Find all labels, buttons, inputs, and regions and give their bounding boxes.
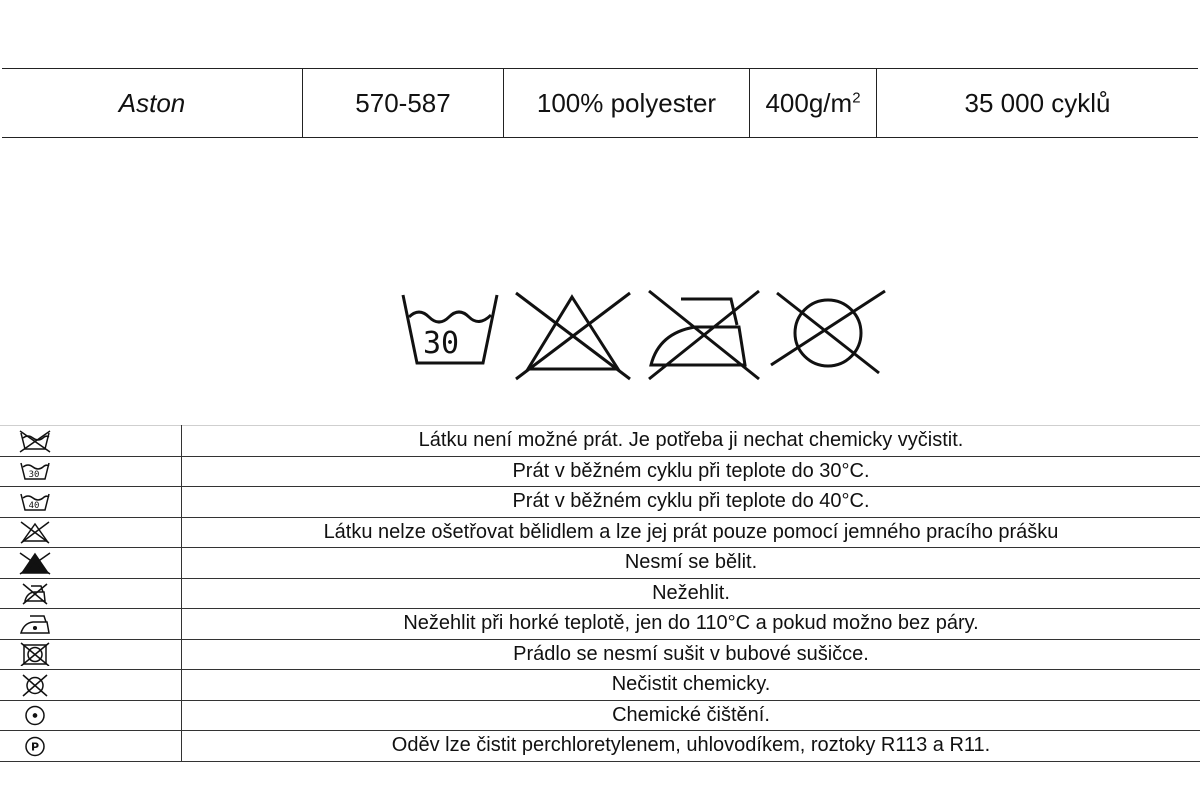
wash-40-icon	[18, 490, 52, 514]
hand-wash-crossed-icon	[18, 429, 52, 453]
no-dry-clean-icon	[767, 285, 889, 385]
no-bleach-filled-icon	[18, 551, 52, 575]
legend-symbol-cell	[0, 578, 182, 609]
care-legend-table	[0, 425, 1200, 762]
product-spec-row	[2, 69, 1198, 138]
legend-row	[0, 731, 1200, 762]
dry-clean-p-icon	[18, 734, 52, 758]
wash-30-icon	[395, 285, 505, 385]
legend-row	[0, 426, 1200, 457]
legend-row	[0, 639, 1200, 670]
legend-row	[0, 609, 1200, 640]
legend-symbol-cell	[0, 731, 182, 762]
wash-temperature-label: 40	[28, 500, 40, 511]
product-code: 570-587	[303, 69, 504, 138]
legend-row	[0, 517, 1200, 548]
legend-symbol-cell	[0, 548, 182, 579]
legend-row	[0, 487, 1200, 518]
legend-row	[0, 670, 1200, 701]
legend-description: Nečistit chemicky.	[182, 670, 1200, 701]
dry-clean-solvent-letter: P	[30, 740, 40, 754]
product-weight	[750, 69, 877, 138]
legend-description: Nežehlit.	[182, 578, 1200, 609]
dry-clean-icon	[18, 703, 52, 727]
legend-description: Látku nelze ošetřovat bělidlem a lze jej prát pouze pomocí jemného pracího prášku	[182, 517, 1200, 548]
no-iron-icon	[645, 285, 763, 385]
product-name: Aston	[2, 69, 303, 138]
product-weight-exponent: 2	[852, 88, 861, 106]
no-iron-small-icon	[18, 581, 52, 605]
legend-description: Prát v běžném cyklu při teplote do 30°C.	[182, 456, 1200, 487]
care-symbols-row	[395, 285, 895, 385]
no-bleach-icon	[510, 285, 635, 385]
legend-description: Nežehlit při horké teplotě, jen do 110°C a pokud možno bez páry.	[182, 609, 1200, 640]
legend-description: Oděv lze čistit perchloretylenem, uhlovodíkem, roztoky R113 a R11.	[182, 731, 1200, 762]
legend-description: Látku není možné prát. Je potřeba ji nechat chemicky vyčistit.	[182, 426, 1200, 457]
wash-water-line	[409, 312, 491, 322]
legend-row	[0, 548, 1200, 579]
iron-body	[651, 327, 745, 365]
legend-description: Nesmí se bělit.	[182, 548, 1200, 579]
legend-description: Chemické čištění.	[182, 700, 1200, 731]
product-material: 100% polyester	[504, 69, 750, 138]
legend-description: Prát v běžném cyklu při teplote do 40°C.	[182, 487, 1200, 518]
legend-symbol-cell	[0, 456, 182, 487]
wash-temperature-label: 30	[422, 326, 460, 361]
legend-symbol-cell	[0, 609, 182, 640]
iron-low-icon	[18, 612, 52, 636]
legend-row	[0, 456, 1200, 487]
legend-symbol-cell	[0, 426, 182, 457]
legend-symbol-cell	[0, 670, 182, 701]
legend-symbol-cell	[0, 517, 182, 548]
legend-symbol-cell	[0, 639, 182, 670]
product-durability: 35 000 cyklů	[877, 69, 1199, 138]
legend-row	[0, 578, 1200, 609]
legend-row	[0, 700, 1200, 731]
legend-symbol-cell	[0, 700, 182, 731]
legend-description: Prádlo se nesmí sušit v bubové sušičce.	[182, 639, 1200, 670]
no-tumble-dry-icon	[18, 642, 52, 666]
wash-temperature-label: 30	[28, 470, 40, 481]
wash-30-icon	[18, 459, 52, 483]
iron-handle	[681, 299, 737, 325]
product-weight-value: 400g/m	[765, 87, 853, 118]
no-dry-clean-small-icon	[18, 673, 52, 697]
no-bleach-outline-icon	[18, 520, 52, 544]
legend-symbol-cell	[0, 487, 182, 518]
product-spec-table	[2, 68, 1198, 138]
